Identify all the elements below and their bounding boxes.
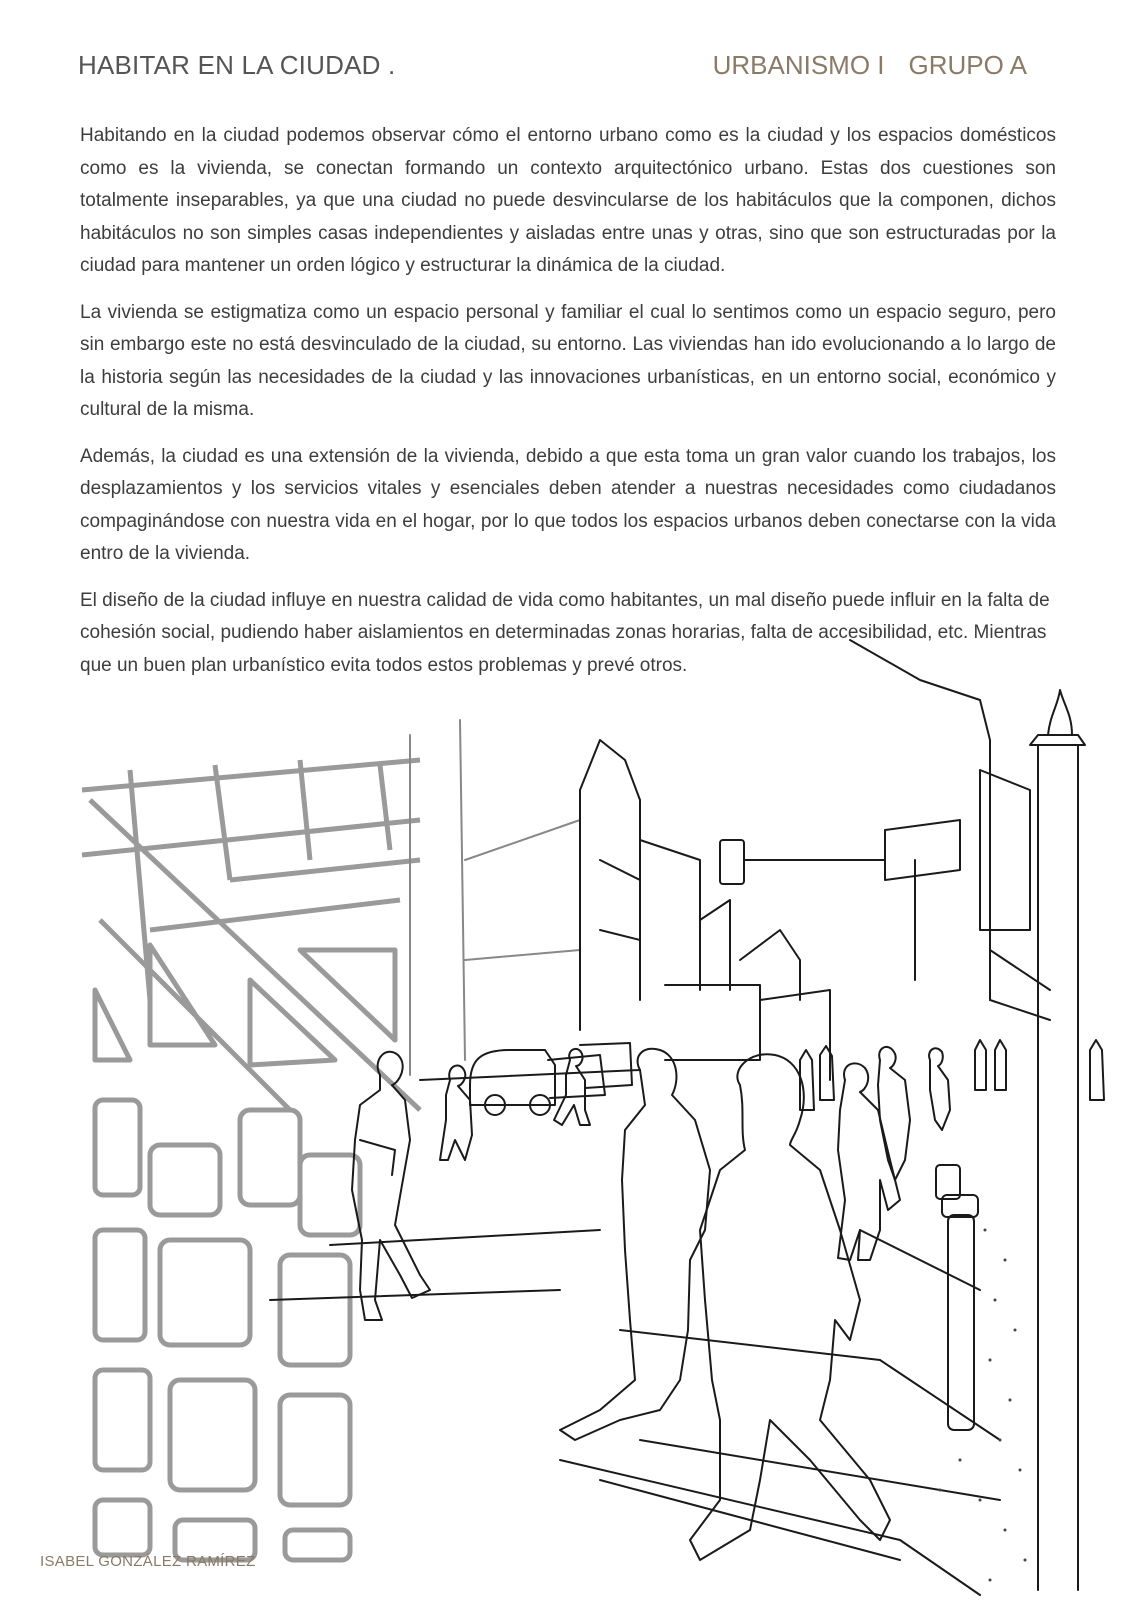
course-name: URBANISMO I — [712, 50, 885, 80]
paragraph: Además, la ciudad es una extensión de la vivienda, debido a que esta toma un gran valor cuando los trabajos, los desplazamientos y los servicios vitales y esenciales deben atender a nuestras necesidades como ciudadanos compaginándose con nuestra vida en el hogar, por lo que todos los espacios urbanos deben conectarse con la vida entro de la vivienda. — [80, 445, 1056, 564]
document-title: HABITAR EN LA CIUDAD . — [78, 50, 396, 80]
paragraph: El diseño de la ciudad influye en nuestra calidad de vida como habitantes, un mal diseño puede influir en la falta de cohesión social, pudiendo haber aislamientos en determinadas zonas horarias, falta de accesibilidad, etc. Mientras que un buen plan urbanístico evita todos estos problemas y prevé otros. — [80, 589, 1050, 676]
paragraph: Habitando en la ciudad podemos observar cómo el entorno urbano como es la ciudad y los espacios domésticos como es la vivienda, se conectan formando un contexto arquitectónico urbano. Estas dos cuestiones son totalmente inseparables, ya que una ciudad no puede desvincularse de los habitáculos que la componen, dichos habitáculos no son simples casas independientes y aisladas entre unas y otras, sino que son estructuradas por la ciudad para mantener un orden lógico y estructurar la dinámica de la ciudad. — [80, 125, 1056, 276]
urban-plan-drawing — [82, 760, 420, 1560]
group-name: GRUPO A — [908, 50, 1027, 80]
body-text — [80, 120, 1056, 696]
paragraph: La vivienda se estigmatiza como un espacio personal y familiar el cual lo sentimos como un espacio seguro, pero sin embargo este no está desvinculado de la ciudad, su entorno. Las viviendas han ido evolucionando a lo largo de la historia según las necesidades de la ciudad y las innovaciones urbanísticas, en un entorno social, económico y cultural de la misma. — [80, 301, 1056, 420]
street-scene-drawing — [270, 640, 1104, 1595]
author-name: ISABEL GONZÁLEZ RAMÍREZ — [40, 1553, 256, 1570]
sidewalk-texture — [939, 1229, 1027, 1582]
course-header — [713, 50, 1027, 81]
